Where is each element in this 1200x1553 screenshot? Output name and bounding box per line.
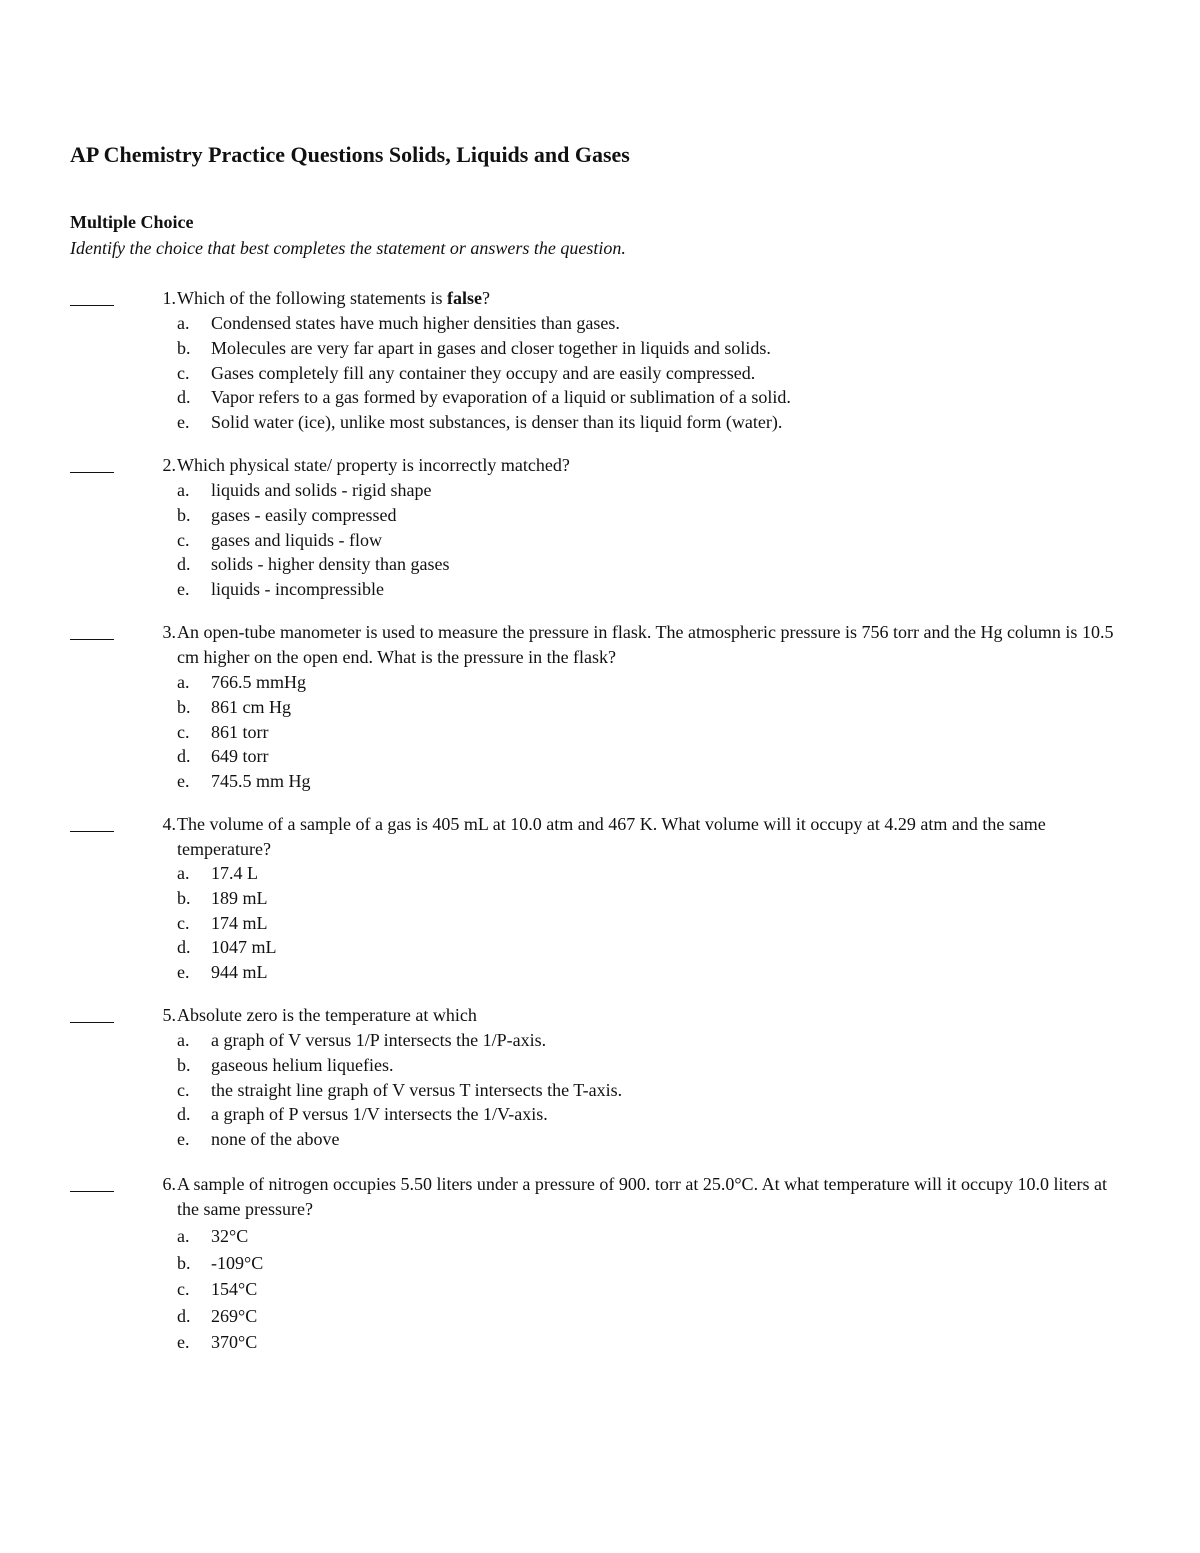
answer-blank[interactable] bbox=[70, 831, 114, 832]
emphasis-word: false bbox=[446, 288, 482, 308]
question-number: 5. bbox=[162, 1005, 176, 1025]
question-number: 1. bbox=[162, 288, 176, 308]
choice-list bbox=[177, 1028, 1122, 1152]
choice-c: c. gases and liquids - flow bbox=[177, 529, 382, 550]
choice-c: c. Gases completely fill any container they occupy and are easily compressed. bbox=[177, 362, 756, 383]
answer-blank[interactable] bbox=[70, 472, 114, 473]
choice-a: a. 766.5 mmHg bbox=[177, 672, 307, 692]
choice-a: a. a graph of V versus 1/P intersects the 1/P-axis. bbox=[177, 1030, 547, 1050]
choice-d: d. solids - higher density than gases bbox=[177, 554, 450, 575]
choice-e: e. 745.5 mm Hg bbox=[177, 771, 311, 792]
choice-b: b. 189 mL bbox=[177, 887, 268, 908]
choice-d: d. 649 torr bbox=[177, 746, 269, 767]
question-stem: Which physical state/ property is incorrectly matched? bbox=[177, 455, 570, 475]
question-number: 3. bbox=[162, 622, 176, 642]
choice-d: d. a graph of P versus 1/V intersects the 1/V-axis. bbox=[177, 1104, 548, 1125]
choice-b: b. -109°C bbox=[177, 1252, 264, 1273]
choice-a: a. Condensed states have much higher densities than gases. bbox=[177, 313, 620, 333]
choice-c: c. 861 torr bbox=[177, 721, 269, 742]
choice-b: b. Molecules are very far apart in gases and closer together in liquids and solids. bbox=[177, 337, 771, 358]
question-number: 2. bbox=[162, 455, 176, 475]
question-number: 6. bbox=[162, 1174, 176, 1194]
choice-d: d. 269°C bbox=[177, 1305, 258, 1326]
answer-blank[interactable] bbox=[70, 1022, 114, 1023]
page-title: AP Chemistry Practice Questions Solids, Liquids and Gases bbox=[70, 142, 630, 167]
question-number: 4. bbox=[162, 814, 176, 834]
question-stem: Absolute zero is the temperature at which bbox=[177, 1005, 477, 1025]
choice-a: a. 32°C bbox=[177, 1226, 249, 1246]
choice-c: c. the straight line graph of V versus T intersects the T-axis. bbox=[177, 1079, 623, 1100]
choice-b: b. gaseous helium liquefies. bbox=[177, 1054, 394, 1075]
choice-list bbox=[177, 670, 1122, 794]
choice-c: c. 174 mL bbox=[177, 912, 268, 933]
answer-blank[interactable] bbox=[70, 305, 114, 306]
choice-e: e. Solid water (ice), unlike most substances, is denser than its liquid form (water). bbox=[177, 412, 783, 433]
choice-e: e. 370°C bbox=[177, 1332, 258, 1352]
choice-d: d. 1047 mL bbox=[177, 937, 277, 958]
choice-e: e. none of the above bbox=[177, 1129, 340, 1150]
choice-a: a. liquids and solids - rigid shape bbox=[177, 480, 432, 500]
choice-list bbox=[177, 478, 1122, 602]
choice-list bbox=[177, 311, 1122, 435]
choice-b: b. gases - easily compressed bbox=[177, 504, 397, 525]
instructions-text: Identify the choice that best completes the statement or answers the question. bbox=[70, 238, 626, 258]
choice-e: e. liquids - incompressible bbox=[177, 579, 384, 600]
choice-d: d. Vapor refers to a gas formed by evaporation of a liquid or sublimation of a solid. bbox=[177, 387, 791, 408]
section-heading: Multiple Choice bbox=[70, 212, 194, 232]
question-stem: The volume of a sample of a gas is 405 mL at 10.0 atm and 467 K. What volume will it occupy at 4.29 atm and the same temperature? bbox=[177, 814, 1046, 859]
choice-a: a. 17.4 L bbox=[177, 863, 258, 883]
choice-list bbox=[177, 1223, 1122, 1356]
question-stem: Which of the following statements is false? bbox=[177, 288, 490, 308]
choice-b: b. 861 cm Hg bbox=[177, 696, 291, 717]
answer-blank[interactable] bbox=[70, 639, 114, 640]
question-stem: A sample of nitrogen occupies 5.50 liters under a pressure of 900. torr at 25.0°C. At what temperature will it occupy 10.0 liters at the same pressure? bbox=[177, 1174, 1107, 1219]
choice-c: c. 154°C bbox=[177, 1279, 258, 1299]
answer-blank[interactable] bbox=[70, 1191, 114, 1192]
question-stem: An open-tube manometer is used to measure the pressure in flask. The atmospheric pressure is 756 torr and the Hg column is 10.5 cm higher on the open end. What is the pressure in the flask? bbox=[177, 622, 1114, 667]
choice-e: e. 944 mL bbox=[177, 962, 268, 983]
choice-list bbox=[177, 861, 1122, 985]
